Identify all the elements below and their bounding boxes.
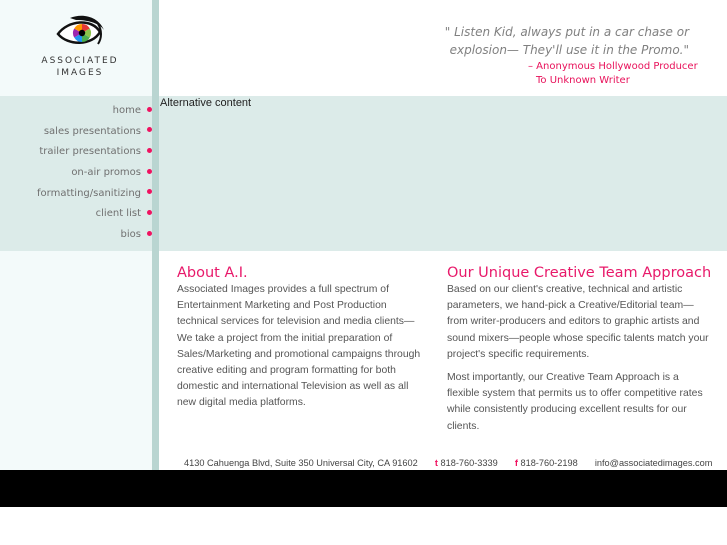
- logo[interactable]: [30, 12, 130, 88]
- bullet-icon: [147, 127, 152, 132]
- bullet-icon: [147, 231, 152, 236]
- nav-item-on-air-promos[interactable]: [0, 166, 152, 187]
- nav-item-home[interactable]: [0, 104, 152, 125]
- about-section: [177, 265, 427, 419]
- quote-attribution: [528, 60, 698, 88]
- main-nav: [0, 104, 152, 249]
- about-title: About A.I.: [177, 265, 248, 281]
- nav-item-client-list[interactable]: [0, 207, 152, 228]
- attribution-line-1: – Anonymous Hollywood Producer: [528, 61, 698, 72]
- nav-item-formatting-sanitizing[interactable]: [0, 187, 152, 208]
- nav-label: on-air promos: [71, 167, 141, 179]
- footer-phone: 818-760-3339: [440, 458, 498, 468]
- attribution-line-2: To Unknown Writer: [536, 75, 630, 86]
- bullet-icon: [147, 189, 152, 194]
- approach-title: Our Unique Creative Team Approach: [447, 265, 712, 281]
- nav-label: client list: [95, 208, 141, 220]
- footer-contact: [184, 458, 712, 468]
- column-divider-nav: [152, 96, 159, 251]
- footer-address: 4130 Cahuenga Blvd, Suite 350 Universal City, CA 91602: [184, 458, 418, 468]
- logo-text-line1: ASSOCIATED: [41, 56, 119, 66]
- approach-paragraph-1: Based on our client's creative, technical and artistic parameters, we hand-pick a Creative/Editorial team—from writer-producers and editors to graphic artists and sound mixers—people whose specific talents match your project's specific requirements.: [447, 284, 709, 360]
- phone-tag: t: [434, 458, 438, 468]
- nav-item-trailer-presentations[interactable]: [0, 145, 152, 166]
- nav-item-sales-presentations[interactable]: [0, 125, 152, 146]
- nav-label: sales presentations: [43, 125, 141, 137]
- header-quote: [445, 23, 689, 59]
- approach-section: [447, 265, 712, 442]
- bullet-icon: [147, 169, 152, 174]
- flash-alternative-content: Alternative content: [160, 97, 252, 109]
- nav-label: formatting/sanitizing: [37, 187, 141, 199]
- logo-text-line2: IMAGES: [56, 68, 104, 78]
- eye-icon: [54, 12, 106, 52]
- nav-label: trailer presentations: [39, 146, 141, 158]
- nav-label: bios: [120, 229, 141, 241]
- bullet-icon: [147, 210, 152, 215]
- nav-item-bios[interactable]: [0, 228, 152, 249]
- bullet-icon: [147, 148, 152, 153]
- quote-line-1: " Listen Kid, always put in a car chase or: [444, 25, 689, 39]
- bullet-icon: [147, 107, 152, 112]
- fax-tag: f: [514, 458, 518, 468]
- about-body: Associated Images provides a full spectrum of Entertainment Marketing and Post Production technical services for television and media clients—We take a project from the initial preparation of Sales/Marketing and promotional campaigns through creative editing and program formatting for both domestic and international Television as well as all new digital media platforms.: [177, 284, 421, 409]
- footer-fax: 818-760-2198: [520, 458, 578, 468]
- footer-band: [0, 470, 727, 507]
- approach-paragraph-2: Most importantly, our Creative Team Approach is a flexible system that permits us to offer competitive rates while consistently producing excellent results for our clients.: [447, 372, 703, 432]
- footer-email-link[interactable]: info@associatedimages.com: [594, 458, 713, 468]
- nav-label: home: [112, 105, 141, 116]
- quote-line-2: explosion— They'll use it in the Promo.": [449, 43, 689, 57]
